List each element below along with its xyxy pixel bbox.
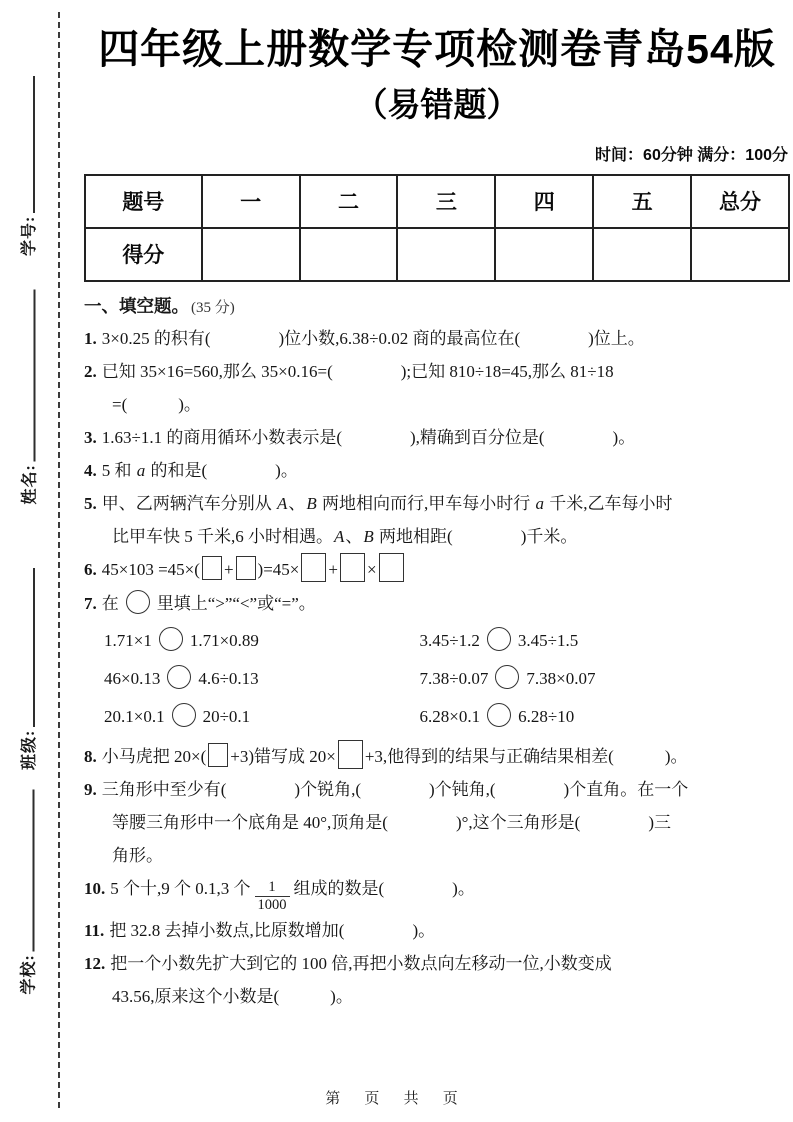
question-number: 11. (84, 920, 105, 940)
comparison-circle[interactable] (126, 590, 150, 614)
comparison-item (420, 660, 790, 698)
variable: A (277, 494, 288, 514)
page-footer: 第 页 共 页 (325, 1090, 468, 1107)
answer-box[interactable] (379, 553, 404, 582)
student-id-label: 学号: (20, 215, 38, 256)
fold-dashed-line (58, 12, 60, 1108)
score-cell[interactable] (691, 228, 789, 281)
score-table-header-cell: 题号 (85, 175, 202, 228)
comparison-right-expression: 1.71×0.89 (189, 630, 259, 650)
student-name-field[interactable] (13, 290, 43, 505)
comparison-left-expression: 7.38÷0.07 (419, 669, 489, 689)
score-row-label: 得分 (85, 228, 202, 281)
question-number: 2. (84, 361, 97, 381)
score-table-header-cell: 二 (300, 175, 398, 228)
question-number: 12. (84, 953, 106, 973)
student-id-field[interactable] (12, 76, 42, 256)
class-label: 班级: (20, 729, 38, 770)
score-table (84, 174, 790, 282)
school-label: 学校: (20, 954, 37, 995)
comparison-right-expression: 20÷0.1 (202, 707, 251, 727)
comparison-right-expression: 4.6÷0.13 (198, 669, 259, 689)
comparison-left-expression: 1.71×1 (104, 630, 152, 650)
question-item: 6. 45×103 =45×( + )=45× + × (84, 553, 790, 586)
comparison-left-expression: 3.45÷1.2 (419, 630, 480, 650)
score-table-header-row (85, 175, 789, 228)
question-item: 4. 5 和 a 的和是( )。 (84, 461, 298, 481)
question-item: 12. 把一个小数先扩大到它的 100 倍,再把小数点向左移动一位,小数变成 43.56,原来这个小数是( )。 (84, 953, 612, 1007)
variable: A (334, 527, 345, 547)
question-item: 9. 三角形中至少有( )个锐角,( )个钝角,( )个直角。在一个 等腰三角形中一个底角是 40°,顶角是( )°,这个三角形是( )三 角形。 (84, 779, 689, 865)
variable: a (136, 461, 146, 481)
student-name-label: 姓名: (21, 464, 38, 505)
question-number: 4. (84, 461, 97, 481)
question-item: 2. 已知 35×16=560,那么 35×0.16=( );已知 810÷18=45,那么 81÷18 =( )。 (84, 361, 614, 414)
answer-box[interactable] (236, 556, 256, 580)
question-item: 11. 把 32.8 去掉小数点,比原数增加( )。 (84, 920, 436, 940)
question-item: 8. 小马虎把 20×( +3)错写成 20× +3,他得到的结果与正确结果相差( )。 (84, 740, 790, 773)
question-number: 6. (84, 560, 97, 580)
comparison-grid (84, 622, 790, 737)
comparison-circle[interactable] (159, 627, 183, 651)
question-number: 8. (84, 746, 97, 766)
score-cell[interactable] (593, 228, 691, 281)
comparison-circle[interactable] (495, 665, 519, 689)
question-item: 7. 在 里填上“>”“<”或“=”。 (84, 587, 790, 620)
school-write-line[interactable] (19, 790, 34, 952)
comparison-right-expression: 7.38×0.07 (526, 669, 596, 689)
score-table-header-cell: 三 (397, 175, 495, 228)
time-score-info: 时间：60分钟 满分：100分 (595, 146, 788, 164)
score-table-header-cell: 一 (202, 175, 300, 228)
section-points: (35 分) (191, 299, 235, 316)
score-cell[interactable] (495, 228, 593, 281)
comparison-right-expression: 6.28÷10 (518, 707, 575, 727)
question-number: 10. (84, 879, 106, 899)
comparison-right-expression: 3.45÷1.5 (517, 630, 579, 650)
score-table-header-cell: 五 (593, 175, 691, 228)
question-number: 9. (84, 779, 97, 799)
question-item: 10. 5 个十,9 个 0.1,3 个 $\frac{1}{1000}$ 组成的数是( )。 (84, 879, 475, 914)
comparison-left-expression: 20.1×0.1 (104, 707, 165, 727)
question-item: 1. 3×0.25 的积有( )位小数,6.38÷0.02 商的最高位在( )位上。 (84, 328, 645, 348)
school-field[interactable] (12, 790, 42, 995)
answer-box[interactable] (202, 556, 222, 580)
question-number: 3. (84, 427, 97, 447)
comparison-circle[interactable] (487, 627, 511, 651)
variable: a (535, 494, 545, 514)
page-subtitle: （易错题） (354, 86, 520, 124)
comparison-circle[interactable] (487, 703, 511, 727)
comparison-item (104, 660, 420, 698)
answer-box[interactable] (340, 553, 365, 582)
comparison-item (104, 622, 420, 660)
fraction: $\frac{1}{1000}$ (255, 879, 290, 913)
section-title-text: 一、填空题。 (84, 295, 189, 316)
score-cell[interactable] (397, 228, 495, 281)
comparison-circle[interactable] (167, 665, 191, 689)
question-number: 1. (84, 328, 97, 348)
comparison-left-expression: 6.28×0.1 (419, 707, 481, 727)
question-list (84, 322, 790, 1014)
student-name-write-line[interactable] (20, 290, 35, 462)
class-write-line[interactable] (20, 568, 35, 727)
section-title (84, 293, 790, 318)
answer-box[interactable] (338, 740, 363, 769)
comparison-left-expression: 46×0.13 (104, 669, 161, 689)
class-field[interactable] (12, 568, 42, 770)
answer-box[interactable] (301, 553, 326, 582)
student-id-write-line[interactable] (20, 76, 35, 213)
variable: B (363, 527, 374, 547)
score-table-score-row (85, 228, 789, 281)
question-number: 5. (84, 494, 97, 514)
question-item: 5. 甲、乙两辆汽车分别从 A、B 两地相向而行,甲车每小时行 a 千米,乙车每小时 比甲车快 5 千米,6 小时相遇。A、B 两地相距( )千米。 (84, 494, 673, 547)
score-table-header-cell: 四 (495, 175, 593, 228)
question-item: 3. 1.63÷1.1 的商用循环小数表示是( ),精确到百分位是( )。 (84, 427, 636, 447)
page-title: 四年级上册数学专项检测卷青岛54版 (98, 26, 776, 72)
comparison-item (420, 622, 790, 660)
question-number: 7. (84, 593, 97, 613)
score-table-header-cell: 总分 (691, 175, 789, 228)
comparison-item (104, 698, 420, 736)
comparison-circle[interactable] (172, 703, 196, 727)
variable: B (306, 494, 317, 514)
comparison-item (420, 698, 790, 736)
score-cell[interactable] (202, 228, 300, 281)
answer-box[interactable] (208, 743, 228, 767)
score-cell[interactable] (300, 228, 398, 281)
main-content (84, 24, 790, 1013)
